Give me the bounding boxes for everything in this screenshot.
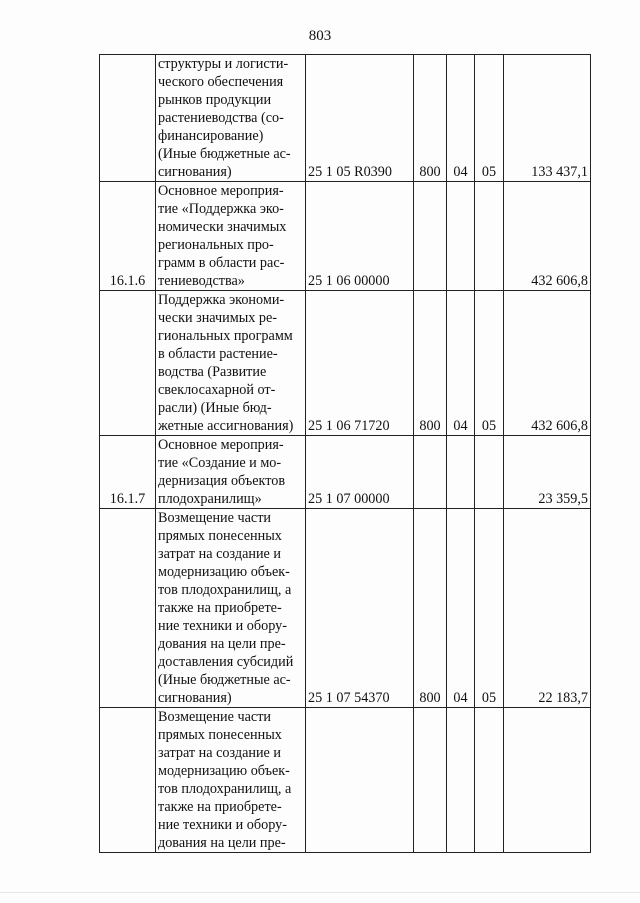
expense-type [414,708,447,853]
expense-type: 800 [414,55,447,182]
amount [504,708,591,853]
row-description: Возмещение части прямых понесенных затрат на создание и модернизацию объек- тов плодохранилищ, а также на приобрете- ние техники и обору- дования на цели пре- [156,708,306,853]
page-number: 803 [308,28,332,44]
expense-type [414,182,447,291]
row-number [100,55,156,182]
target-article-code: 25 1 06 71720 [306,291,414,436]
scan-edge-divider [0,892,640,893]
row-description: Основное мероприя- тие «Создание и мо- дернизация объектов плодохранилищ» [156,436,306,509]
row-number [100,509,156,708]
subsection-code [475,436,504,509]
subsection-code [475,708,504,853]
expense-type: 800 [414,291,447,436]
section-code [447,708,475,853]
row-description: Возмещение части прямых понесенных затрат на создание и модернизацию объек- тов плодохранилищ, а также на приобрете- ние техники и обору- дования на цели пре- доставления субсидий (Иные бюджетные ас- сигнования) [156,509,306,708]
target-article-code: 25 1 07 54370 [306,509,414,708]
section-code [447,182,475,291]
budget-table [99,54,591,853]
row-description: Поддержка экономи- чески значимых ре- гиональных программ в области растение- водства (Развитие свеклосахарной от- расли) (Иные бюд- жетные ассигнования) [156,291,306,436]
table-row [100,708,591,853]
section-code: 04 [447,55,475,182]
table-row [100,509,591,708]
row-number [100,291,156,436]
row-description: структуры и логисти- ческого обеспечения рынков продукции растениеводства (со- финансирование) (Иные бюджетные ас- сигнования) [156,55,306,182]
subsection-code: 05 [475,291,504,436]
target-article-code: 25 1 07 00000 [306,436,414,509]
table-row [100,291,591,436]
amount: 22 183,7 [504,509,591,708]
subsection-code: 05 [475,55,504,182]
amount: 432 606,8 [504,291,591,436]
row-description: Основное мероприя- тие «Поддержка эко- номически значимых региональных про- грамм в области рас- тениеводства» [156,182,306,291]
section-code: 04 [447,291,475,436]
target-article-code: 25 1 05 R0390 [306,55,414,182]
section-code: 04 [447,509,475,708]
expense-type: 800 [414,509,447,708]
table-row [100,55,591,182]
target-article-code [306,708,414,853]
table-row [100,436,591,509]
expense-type [414,436,447,509]
section-code [447,436,475,509]
row-number: 16.1.6 [100,182,156,291]
row-number: 16.1.7 [100,436,156,509]
target-article-code: 25 1 06 00000 [306,182,414,291]
subsection-code: 05 [475,509,504,708]
table-row [100,182,591,291]
amount: 133 437,1 [504,55,591,182]
row-number [100,708,156,853]
amount: 23 359,5 [504,436,591,509]
amount: 432 606,8 [504,182,591,291]
subsection-code [475,182,504,291]
